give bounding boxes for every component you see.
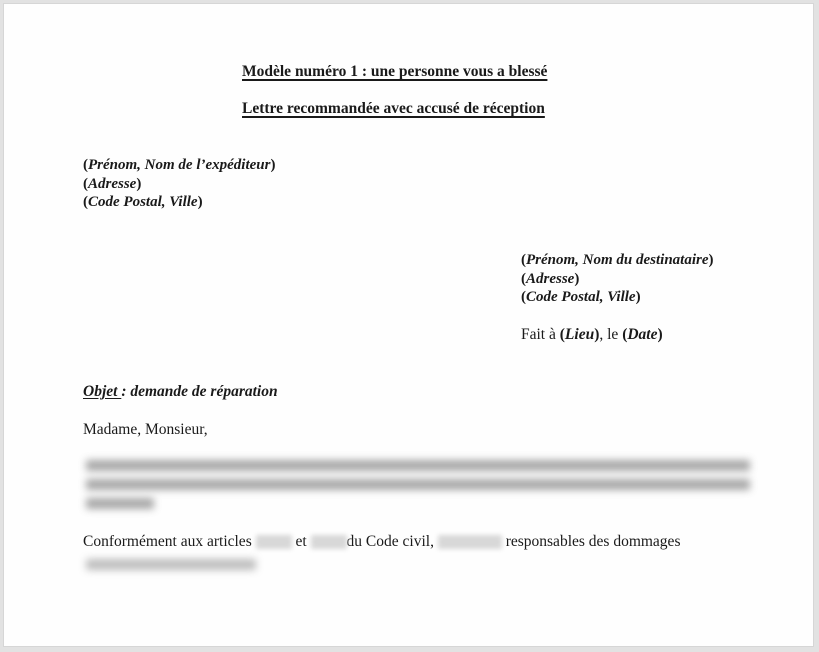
place-placeholder: Lieu — [564, 326, 595, 343]
object-text: : demande de réparation — [121, 383, 278, 400]
recipient-block: (Prénom, Nom du destinataire) (Adresse) (Code Postal, Ville) — [521, 252, 714, 305]
sender-postal-city: Code Postal, Ville — [88, 194, 198, 210]
redacted-line — [86, 460, 750, 471]
redacted-article-number — [256, 535, 292, 549]
object-line — [83, 383, 278, 401]
document-page — [3, 3, 814, 647]
recipient-address: Adresse — [526, 270, 575, 287]
redacted-text — [438, 535, 502, 549]
legal-paragraph: Conformément aux articles et du Code civil, responsables des dommages — [83, 533, 681, 550]
salutation: Madame, Monsieur, — [83, 421, 208, 438]
redacted-line — [86, 559, 256, 570]
recipient-name: Prénom, Nom du destinataire — [526, 252, 709, 268]
sender-address: Adresse — [88, 175, 137, 192]
date-placeholder: Date — [627, 326, 658, 343]
document-title: Modèle numéro 1 : une personne vous a blessé — [242, 63, 548, 80]
redacted-line — [86, 498, 154, 509]
place-date-line: Fait à (Lieu), le (Date) — [521, 326, 663, 343]
recipient-postal-city: Code Postal, Ville — [526, 289, 636, 305]
sender-block: (Prénom, Nom de l’expéditeur) (Adresse) (Code Postal, Ville) — [83, 157, 276, 210]
document-subtitle: Lettre recommandée avec accusé de réception — [242, 100, 545, 117]
object-label: Objet — [83, 383, 122, 400]
sender-name: Prénom, Nom de l’expéditeur — [88, 157, 271, 173]
redacted-article-number — [311, 535, 347, 549]
redacted-line — [86, 479, 750, 490]
